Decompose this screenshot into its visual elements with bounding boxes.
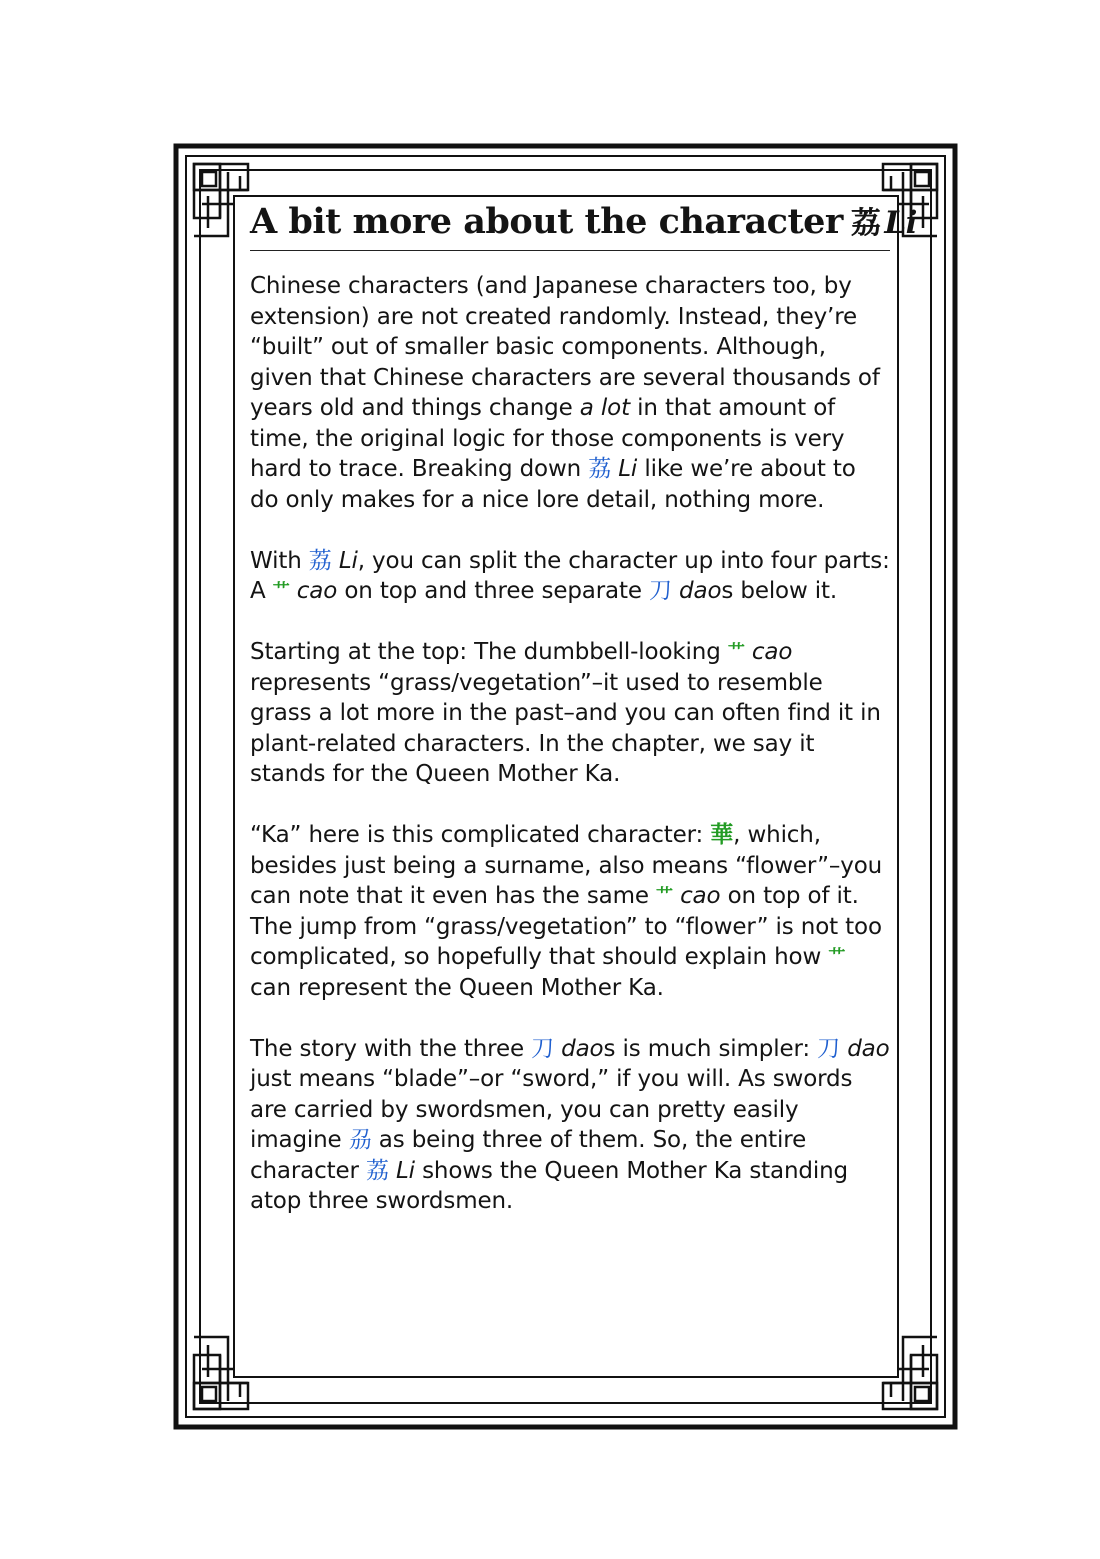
paragraph-cao [250,637,890,790]
text: in that amount of time, the original logic for those components is very hard to trace. Breaking down [250,395,845,482]
text: like we’re about to do only makes for a nice lore detail, nothing more. [250,456,856,513]
hanzi-dao: 刀 [531,1035,554,1062]
text: , which, besides just being a surname, also means “flower”–you can note that it even has the same [250,822,883,909]
radical-cao: 艹 [828,947,846,967]
corner-ornament-bottom-left [194,1337,248,1409]
hanzi-three-dao: 刕 [348,1127,372,1153]
romanization-li: Li [338,547,358,574]
text: s below it. [721,578,838,604]
paragraph-dao [250,1034,890,1217]
text: s is much simpler: [603,1035,810,1062]
romanization-dao: dao [679,578,722,604]
text: can represent the Queen Mother Ka. [250,974,664,1001]
romanization-cao: cao [680,883,721,909]
hanzi-li: 荔 [588,456,612,482]
text: represents “grass/vegetation”–it used to resemble grass a lot more in the past–and you can often find it in plant-related characters. In the chapter, we say it stands for the Queen Mother Ka. [250,669,881,787]
radical-cao: 艹 [272,581,290,601]
text: shows the Queen Mother Ka standing atop three swordsmen. [250,1157,848,1214]
romanization-cao: cao [751,639,793,665]
text: With [250,547,302,574]
paragraph-ka [250,820,890,1003]
romanization-dao: dao [561,1035,604,1062]
text: on top and three separate [344,578,642,604]
corner-ornament-top-left [194,164,248,236]
article-body [250,271,890,1217]
paragraph-intro [250,271,890,515]
article [250,196,917,1247]
romanization-li: Li [618,456,638,482]
title-hanzi: 荔 [850,206,881,241]
text: on top of it. The jump from “grass/vegetation” to “flower” is not too complicated, so hopefully that should explain how [250,883,882,970]
romanization-cao: cao [296,578,338,604]
page-title [250,196,917,251]
hanzi-dao: 刀 [649,578,672,604]
paragraph-components [250,546,890,607]
hanzi-dao: 刀 [817,1035,841,1062]
hanzi-li: 荔 [308,547,332,574]
hanzi-li: 荔 [365,1157,389,1184]
radical-cao: 艹 [727,642,745,662]
text: The story with the three [250,1035,524,1062]
radical-cao: 艹 [656,886,673,906]
title-text: A bit more about the character [250,201,843,242]
text: Starting at the top: The dumbbell-looking [250,639,721,665]
romanization-dao: dao [847,1035,890,1062]
romanization-li: Li [396,1157,415,1184]
text: “Ka” here is this complicated character: [250,822,704,848]
hanzi-hua: 華 [710,822,734,848]
text: just means “blade”–or “sword,” if you will. As swords are carried by swordsmen, you can pretty easily imagine [250,1066,853,1153]
text: as being three of them. So, the entire character [250,1127,807,1184]
corner-ornament-bottom-right [883,1337,937,1409]
text: Chinese characters (and Japanese characters too, by extension) are not created randomly. Instead, they’re “built” out of smaller basic components. Although, given that Chinese characters are several thousands of years old and things change [250,273,880,421]
title-romanization: Li [884,205,917,241]
text: , you can split the character up into four parts: A [250,547,890,604]
emphasis: a lot [579,395,630,421]
